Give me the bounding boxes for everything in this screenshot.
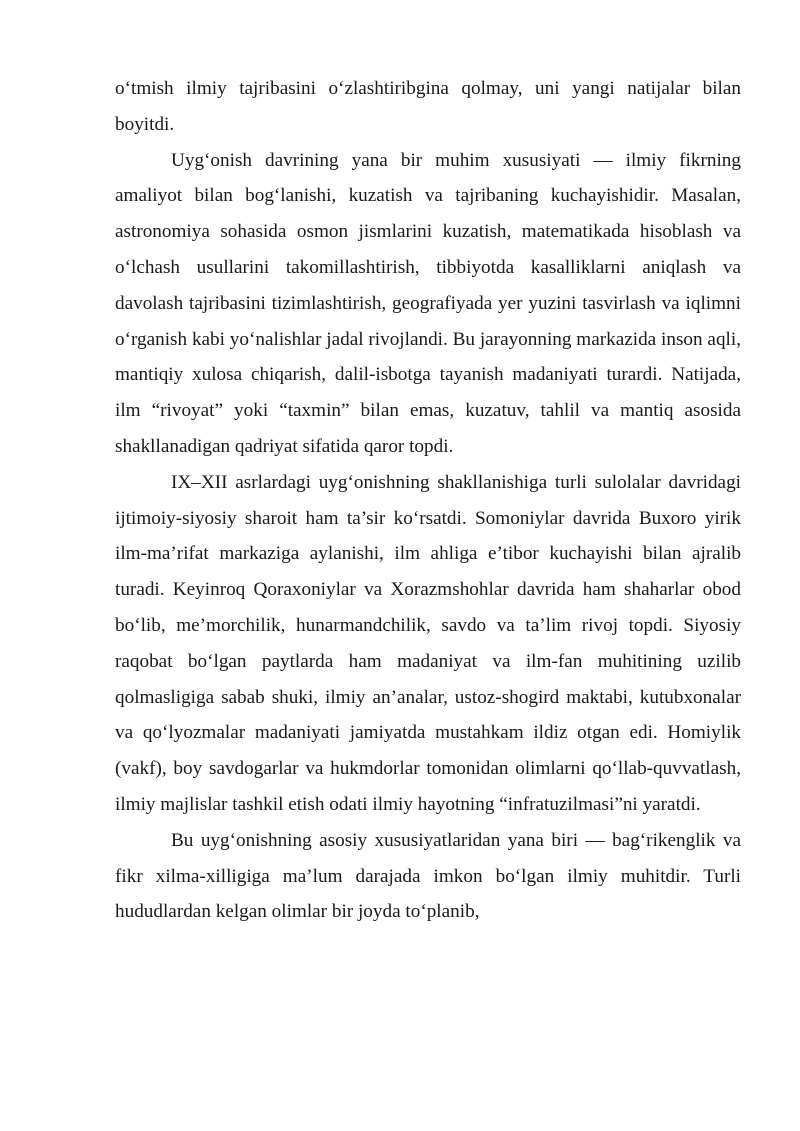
paragraph-continuation: o‘tmish ilmiy tajribasini o‘zlashtiribgina qolmay, uni yangi natijalar bilan boyitdi. — [115, 78, 741, 135]
body-text — [115, 71, 741, 930]
paragraph-dynasties: IX–XII asrlardagi uyg‘onishning shakllanishiga turli sulolalar davridagi ijtimoiy-siyosiy sharoit ham ta’sir ko‘rsatdi. Somoniylar davrida Buxoro yirik ilm-ma’rifat markaziga aylanishi, ilm ahliga e’tibor kuchayishi bilan ajralib turadi. Keyinroq Qoraxoniylar va Xorazmshohlar davrida ham shaharlar obod bo‘lib, me’morchilik, hunarmandchilik, savdo va ta’lim rivoj topdi. Siyosiy raqobat bo‘lgan paytlarda ham madaniyat va ilm-fan muhitining uzilib qolmasligiga sabab shuki, ilmiy an’analar, ustoz-shogird maktabi, kutubxonalar va qo‘lyozmalar madaniyati jamiyatda mustahkam ildiz otgan edi. Homiylik (vakf), boy savdogarlar va hukmdorlar tomonidan olimlarni qo‘llab-quvvatlash, ilmiy majlislar tashkil etish odati ilmiy hayotning “infratuzilmasi”ni yaratdi. — [115, 471, 741, 815]
paragraph-uygonish-features: Uyg‘onish davrining yana bir muhim xususiyati — ilmiy fikrning amaliyot bilan bog‘lanishi, kuzatish va tajribaning kuchayishidir. Masalan, astronomiya sohasida osmon jismlarini kuzatish, matematikada hisoblash va o‘lchash usullarini takomillashtirish, tibbiyotda kasalliklarni aniqlash va davolash tajribasini tizimlashtirish, geografiyada yer yuzini tasvirlash va iqlimni o‘rganish kabi yo‘nalishlar jadal rivojlandi. Bu jarayonning markazida inson aqli, mantiqiy xulosa chiqarish, dalil-isbotga tayanish madaniyati turardi. Natijada, ilm “rivoyat” yoki “taxmin” bilan emas, kuzatuv, tahlil va mantiq asosida shakllanadigan qadriyat sifatida qaror topdi. — [115, 149, 741, 457]
paragraph-tolerance: Bu uyg‘onishning asosiy xususiyatlaridan yana biri — bag‘rikenglik va fikr xilma-xilligiga ma’lum darajada imkon bo‘lgan ilmiy muhitdir. Turli hududlardan kelgan olimlar bir joyda to‘planib, — [115, 829, 741, 923]
